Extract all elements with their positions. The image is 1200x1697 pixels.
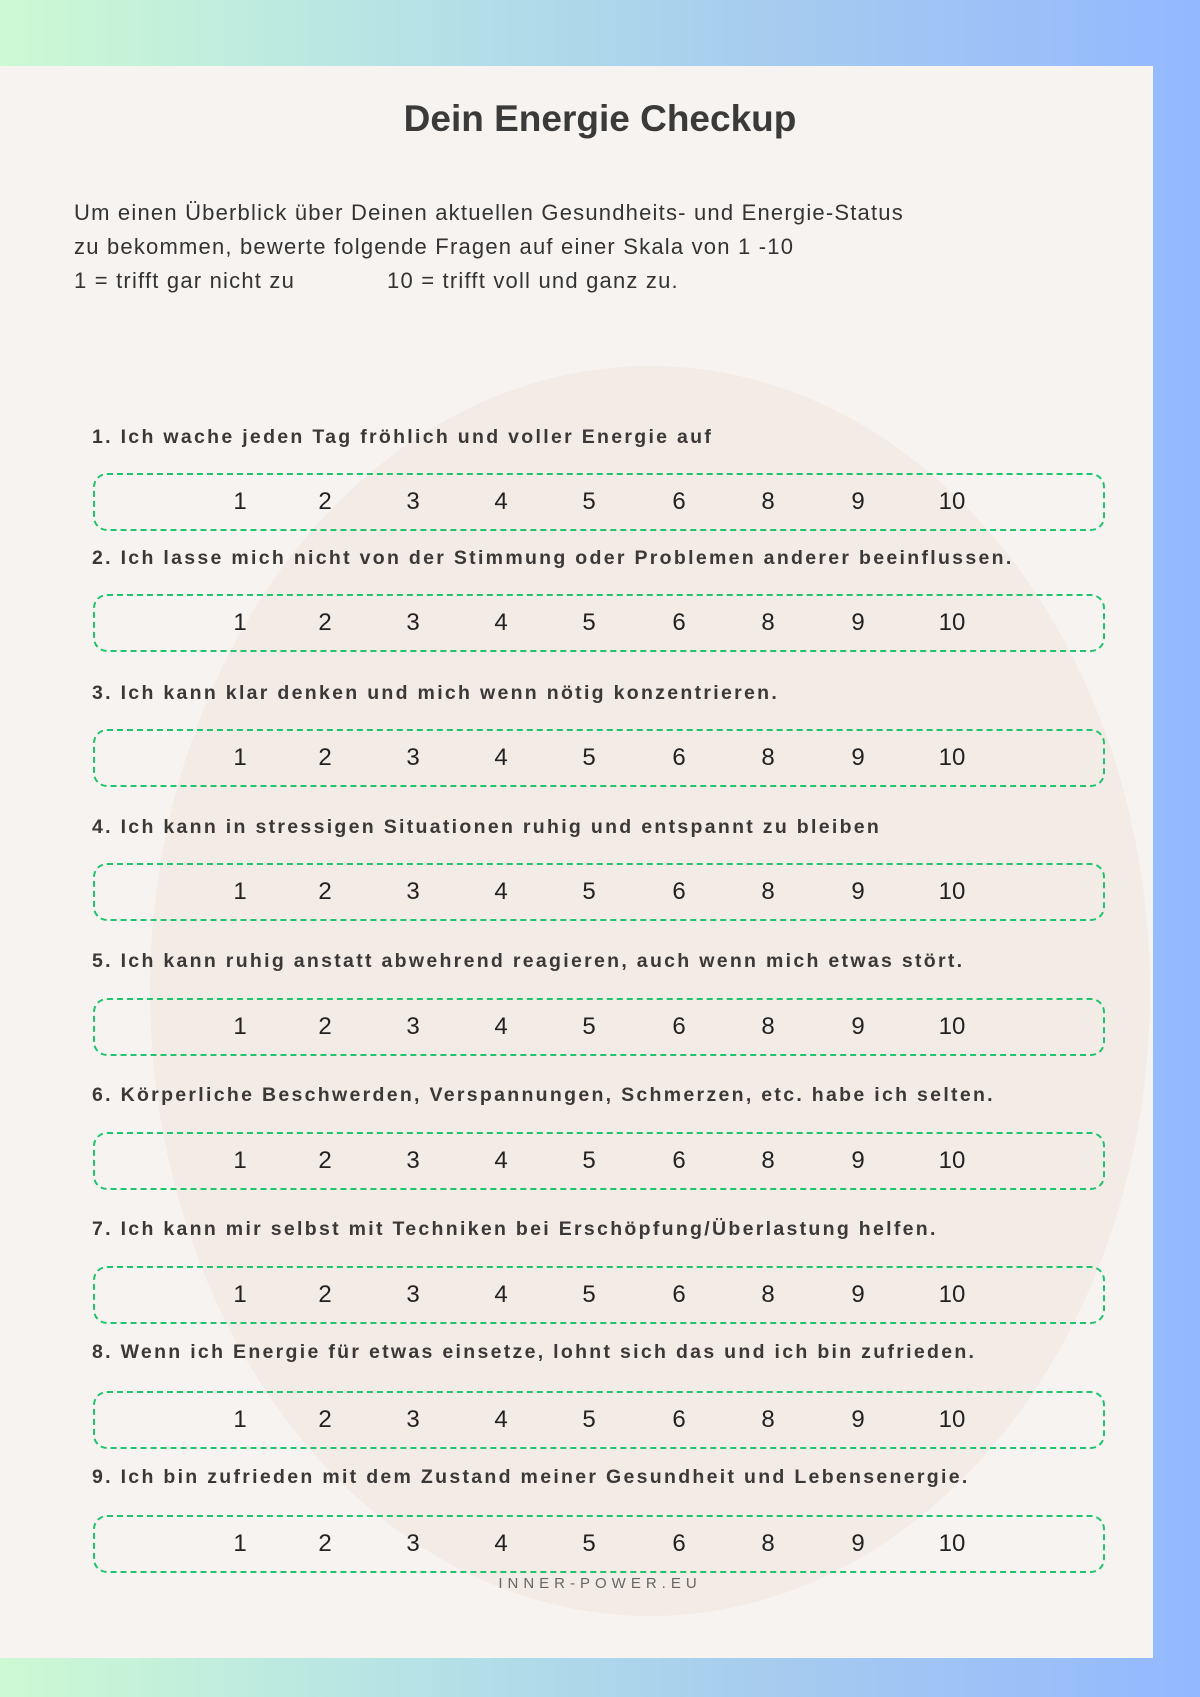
rating-option[interactable]: 10 (938, 1013, 966, 1040)
rating-option[interactable]: 3 (406, 1013, 420, 1040)
rating-option[interactable]: 8 (761, 1281, 775, 1308)
rating-option[interactable]: 1 (233, 1406, 247, 1433)
scale-high-label: 10 = trifft voll und ganz zu. (387, 268, 679, 293)
rating-option[interactable]: 10 (938, 1530, 966, 1557)
rating-option[interactable]: 8 (761, 488, 775, 515)
rating-option[interactable]: 6 (672, 1281, 686, 1308)
rating-option[interactable]: 2 (318, 1281, 332, 1308)
rating-option[interactable]: 10 (938, 878, 966, 905)
rating-option[interactable]: 4 (494, 488, 508, 515)
intro-line-2: zu bekommen, bewerte folgende Fragen auf einer Skala von 1 -10 (74, 234, 795, 259)
rating-option[interactable]: 4 (494, 744, 508, 771)
rating-option[interactable]: 8 (761, 1147, 775, 1174)
question-label: 6. Körperliche Beschwerden, Verspannungen, Schmerzen, etc. habe ich selten. (92, 1084, 995, 1106)
rating-option[interactable]: 2 (318, 488, 332, 515)
rating-option[interactable]: 8 (761, 609, 775, 636)
rating-scale (93, 863, 1105, 921)
rating-option[interactable]: 4 (494, 1530, 508, 1557)
rating-option[interactable]: 6 (672, 609, 686, 636)
scale-low-label: 1 = trifft gar nicht zu (74, 268, 296, 293)
rating-option[interactable]: 5 (582, 488, 596, 515)
rating-option[interactable]: 2 (318, 1147, 332, 1174)
rating-option[interactable]: 6 (672, 1147, 686, 1174)
rating-scale (93, 1132, 1105, 1190)
rating-option[interactable]: 9 (851, 1147, 865, 1174)
rating-option[interactable]: 3 (406, 878, 420, 905)
rating-option[interactable]: 6 (672, 488, 686, 515)
rating-option[interactable]: 2 (318, 609, 332, 636)
rating-option[interactable]: 4 (494, 1406, 508, 1433)
rating-scale (93, 473, 1105, 531)
rating-option[interactable]: 4 (494, 1281, 508, 1308)
rating-option[interactable]: 5 (582, 1406, 596, 1433)
rating-option[interactable]: 2 (318, 1406, 332, 1433)
rating-option[interactable]: 6 (672, 1013, 686, 1040)
intro-line-1: Um einen Überblick über Deinen aktuellen Gesundheits- und Energie-Status (74, 200, 904, 225)
rating-option[interactable]: 4 (494, 878, 508, 905)
rating-option[interactable]: 9 (851, 1281, 865, 1308)
rating-option[interactable]: 4 (494, 609, 508, 636)
rating-scale (93, 729, 1105, 787)
rating-option[interactable]: 8 (761, 878, 775, 905)
rating-option[interactable]: 10 (938, 1281, 966, 1308)
rating-option[interactable]: 8 (761, 1530, 775, 1557)
rating-option[interactable]: 4 (494, 1013, 508, 1040)
intro-text (74, 196, 904, 298)
rating-option[interactable]: 1 (233, 1530, 247, 1557)
rating-option[interactable]: 3 (406, 488, 420, 515)
rating-scale (93, 594, 1105, 652)
page-title: Dein Energie Checkup (403, 98, 797, 139)
rating-scale (93, 1515, 1105, 1573)
question-label: 2. Ich lasse mich nicht von der Stimmung oder Problemen anderer beeinflussen. (92, 547, 1014, 569)
rating-option[interactable]: 9 (851, 1406, 865, 1433)
rating-option[interactable]: 1 (233, 878, 247, 905)
rating-option[interactable]: 8 (761, 1013, 775, 1040)
rating-option[interactable]: 3 (406, 1406, 420, 1433)
rating-option[interactable]: 5 (582, 1013, 596, 1040)
rating-scale (93, 998, 1105, 1056)
rating-scale (93, 1391, 1105, 1449)
rating-option[interactable]: 8 (761, 1406, 775, 1433)
rating-scale (93, 1266, 1105, 1324)
rating-option[interactable]: 5 (582, 1147, 596, 1174)
question-label: 9. Ich bin zufrieden mit dem Zustand meiner Gesundheit und Lebensenergie. (92, 1466, 970, 1488)
question-label: 8. Wenn ich Energie für etwas einsetze, lohnt sich das und ich bin zufrieden. (92, 1341, 977, 1363)
rating-option[interactable]: 9 (851, 609, 865, 636)
question-label: 5. Ich kann ruhig anstatt abwehrend reagieren, auch wenn mich etwas stört. (92, 950, 965, 972)
rating-option[interactable]: 8 (761, 744, 775, 771)
rating-option[interactable]: 5 (582, 609, 596, 636)
rating-option[interactable]: 1 (233, 1281, 247, 1308)
rating-option[interactable]: 4 (494, 1147, 508, 1174)
rating-option[interactable]: 6 (672, 878, 686, 905)
rating-option[interactable]: 2 (318, 878, 332, 905)
rating-option[interactable]: 5 (582, 1281, 596, 1308)
rating-option[interactable]: 10 (938, 488, 966, 515)
rating-option[interactable]: 6 (672, 1530, 686, 1557)
rating-option[interactable]: 5 (582, 878, 596, 905)
rating-option[interactable]: 3 (406, 609, 420, 636)
rating-option[interactable]: 1 (233, 488, 247, 515)
rating-option[interactable]: 5 (582, 744, 596, 771)
rating-option[interactable]: 10 (938, 744, 966, 771)
rating-option[interactable]: 2 (318, 1013, 332, 1040)
question-label: 3. Ich kann klar denken und mich wenn nötig konzentrieren. (92, 682, 780, 704)
rating-option[interactable]: 5 (582, 1530, 596, 1557)
rating-option[interactable]: 10 (938, 1406, 966, 1433)
rating-option[interactable]: 2 (318, 744, 332, 771)
rating-option[interactable]: 6 (672, 1406, 686, 1433)
rating-option[interactable]: 3 (406, 744, 420, 771)
rating-option[interactable]: 9 (851, 744, 865, 771)
rating-option[interactable]: 1 (233, 1013, 247, 1040)
rating-option[interactable]: 1 (233, 744, 247, 771)
rating-option[interactable]: 1 (233, 1147, 247, 1174)
rating-option[interactable]: 1 (233, 609, 247, 636)
rating-option[interactable]: 10 (938, 1147, 966, 1174)
rating-option[interactable]: 9 (851, 1530, 865, 1557)
question-label: 7. Ich kann mir selbst mit Techniken bei Erschöpfung/Überlastung helfen. (92, 1218, 938, 1240)
footer-brand: INNER-POWER.EU (498, 1575, 702, 1592)
rating-option[interactable]: 6 (672, 744, 686, 771)
rating-option[interactable]: 3 (406, 1530, 420, 1557)
rating-option[interactable]: 3 (406, 1281, 420, 1308)
rating-option[interactable]: 10 (938, 609, 966, 636)
rating-option[interactable]: 3 (406, 1147, 420, 1174)
rating-option[interactable]: 9 (851, 488, 865, 515)
rating-option[interactable]: 9 (851, 878, 865, 905)
question-label: 4. Ich kann in stressigen Situationen ruhig und entspannt zu bleiben (92, 816, 882, 838)
rating-option[interactable]: 2 (318, 1530, 332, 1557)
rating-option[interactable]: 9 (851, 1013, 865, 1040)
question-label: 1. Ich wache jeden Tag fröhlich und voller Energie auf (92, 426, 714, 448)
